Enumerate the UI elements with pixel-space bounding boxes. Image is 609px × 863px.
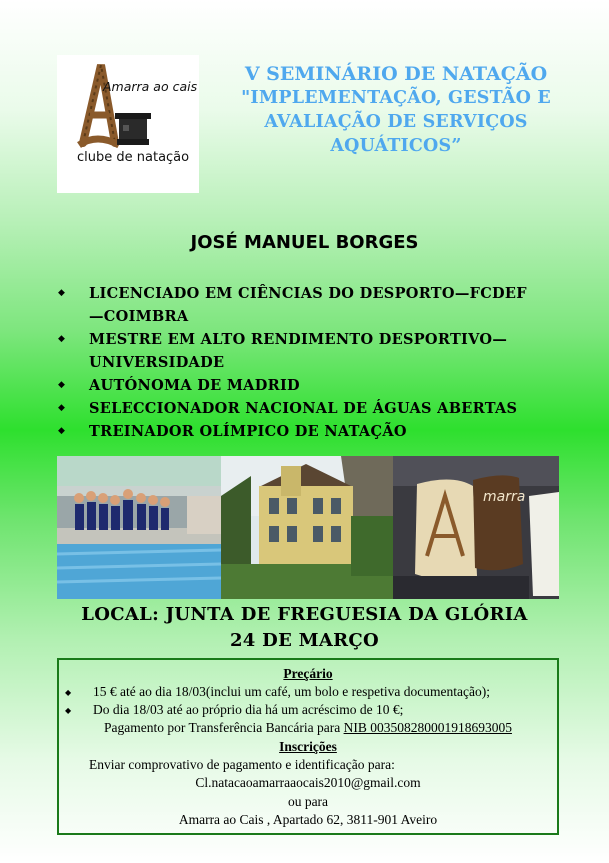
registration-heading: Inscrições	[279, 739, 337, 754]
location-block	[0, 602, 609, 654]
title-line-1: V SEMINÁRIO DE NATAÇÃO	[244, 63, 548, 85]
seminar-title	[206, 62, 586, 158]
date-text: 24 DE MARÇO	[229, 630, 380, 651]
list-item: ◆ SELECCIONADOR NACIONAL DE ÁGUAS ABERTAS	[58, 397, 538, 420]
location-text: LOCAL: JUNTA DE FREGUESIA DA GLÓRIA	[81, 604, 528, 625]
club-logo	[57, 55, 199, 193]
price-2: Do dia 18/03 até ao próprio dia há um acréscimo de 10 €;	[93, 702, 404, 717]
list-item: ◆ MESTRE EM ALTO RENDIMENTO DESPORTIVO—UNIVERSIDADE	[58, 328, 538, 374]
rope-anchor-icon	[57, 55, 199, 193]
list-item: ◆ LICENCIADO EM CIÊNCIAS DO DESPORTO—FCDEF—COIMBRA	[58, 282, 538, 328]
nib-number: NIB 003508280001918693005	[343, 720, 512, 735]
title-line-3: AVALIAÇÃO DE SERVIÇOS	[264, 112, 528, 132]
pool-photo	[57, 456, 221, 599]
list-item: ◆ AUTÓNOMA DE MADRID	[58, 374, 538, 397]
bullet-icon: ◆	[65, 706, 72, 715]
bullet-icon: ◆	[58, 380, 66, 390]
bullet-icon: ◆	[58, 403, 66, 413]
list-item: ◆ TREINADOR OLÍMPICO DE NATAÇÃO	[58, 420, 538, 443]
bullet-icon: ◆	[58, 426, 66, 436]
bullet-icon: ◆	[58, 334, 66, 344]
or-text: ou para	[287, 794, 329, 809]
info-box	[57, 658, 559, 835]
building-photo	[221, 456, 393, 599]
pricing-heading: Preçário	[283, 666, 333, 681]
bullet-icon: ◆	[65, 688, 72, 697]
cake-photo	[393, 456, 559, 599]
cake-text: marra	[483, 489, 526, 505]
speaker-name: JOSÉ MANUEL BORGES	[190, 232, 419, 253]
logo-club-text: clube de natação	[77, 150, 190, 165]
price-1: 15 € até ao dia 18/03(inclui um café, um bolo e respetiva documentação);	[93, 684, 490, 699]
title-line-4: AQUÁTICOS”	[330, 136, 462, 156]
bullet-icon: ◆	[58, 288, 66, 298]
payment-line: Pagamento por Transferência Bancária para NIB 003508280001918693005	[104, 720, 512, 735]
qualifications-list	[58, 282, 538, 443]
email-address[interactable]: Cl.natacaoamarraaocais2010@gmail.com	[195, 775, 421, 790]
send-instructions: Enviar comprovativo de pagamento e identificação para:	[89, 757, 395, 772]
title-line-2: "IMPLEMENTAÇÃO, GESTÃO E	[241, 88, 551, 108]
postal-address: Amarra ao Cais , Apartado 62, 3811-901 Aveiro	[178, 812, 438, 827]
logo-script-text: Amarra ao cais	[103, 79, 198, 94]
